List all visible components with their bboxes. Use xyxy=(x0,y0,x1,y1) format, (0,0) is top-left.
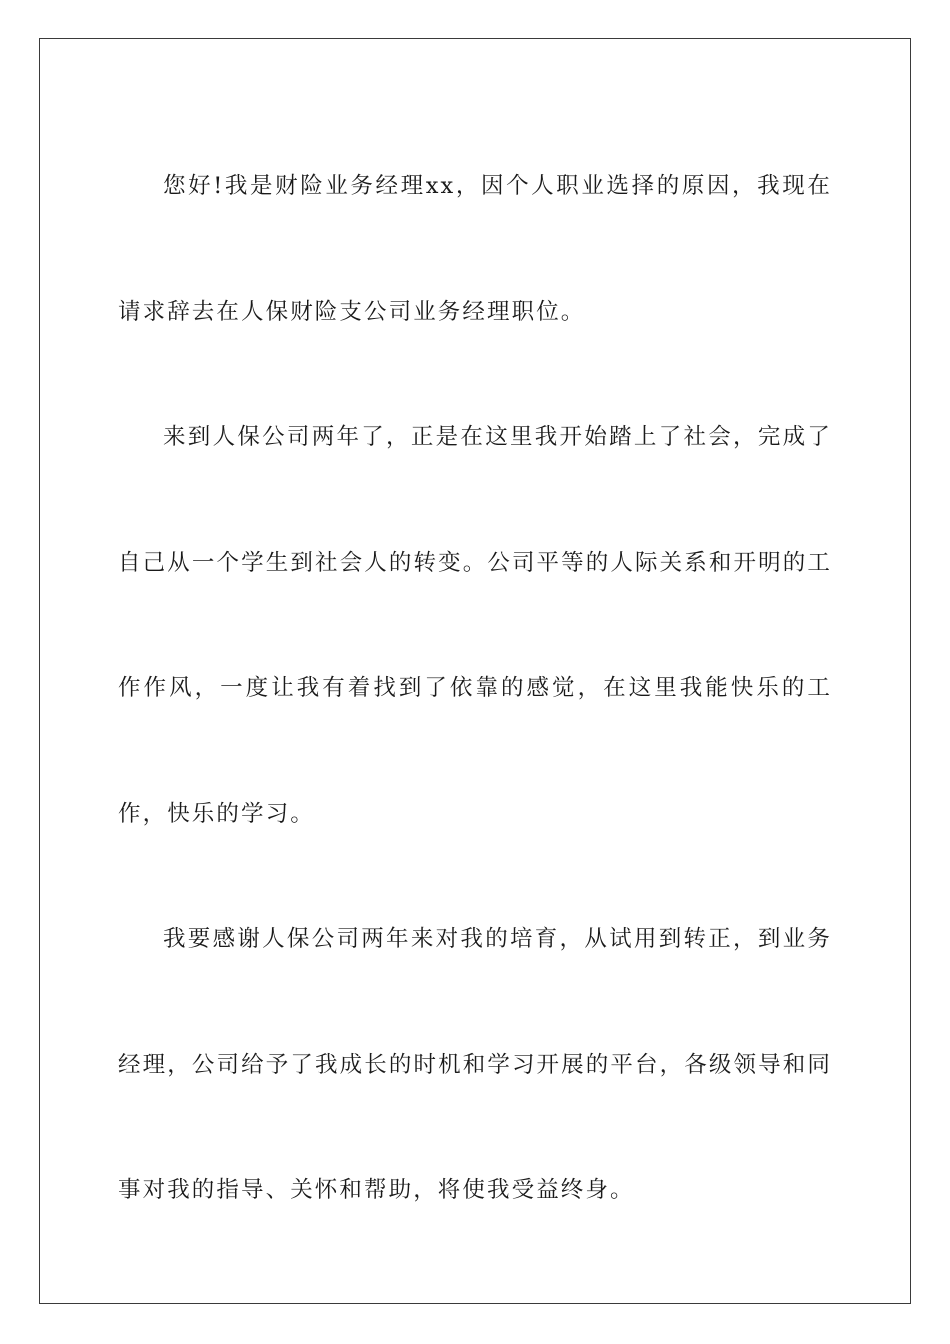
paragraph-gratitude: 我要感谢人保公司两年来对我的培育，从试用到转正，到业务经理，公司给予了我成长的时机和学习开展的平台，各级领导和同事对我的指导、关怀和帮助，将使我受益终身。 xyxy=(118,926,832,1203)
paragraph-greeting: 您好!我是财险业务经理xx，因个人职业选择的原因，我现在请求辞去在人保财险支公司业务经理职位。 xyxy=(118,173,832,325)
paragraph-experience: 来到人保公司两年了，正是在这里我开始踏上了社会，完成了自己从一个学生到社会人的转变。公司平等的人际关系和开明的工作作风，一度让我有着找到了依靠的感觉，在这里我能快乐的工作，快乐的学习。 xyxy=(118,424,832,827)
document-body xyxy=(118,124,832,1254)
